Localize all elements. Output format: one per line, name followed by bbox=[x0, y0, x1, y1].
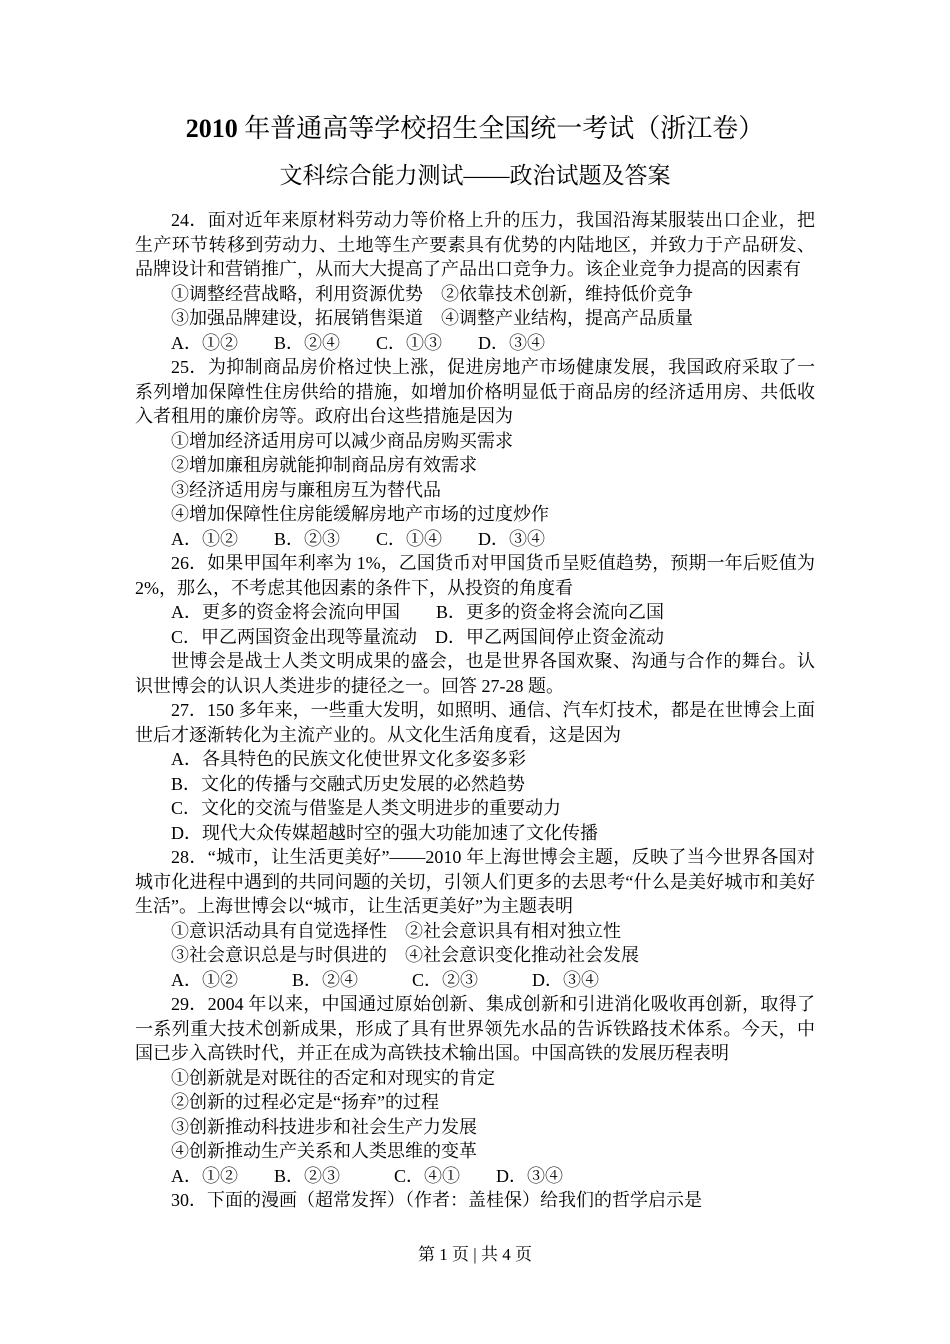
option-line: ①意识活动具有自觉选择性 ②社会意识具有相对独立性 bbox=[171, 920, 621, 941]
page-footer: 第 1 页 | 共 4 页 bbox=[418, 1245, 532, 1264]
answer-line: A．①② B．②③ C．①④ D．③④ bbox=[171, 528, 546, 549]
option-line: ②创新的过程必定是“扬弃”的过程 bbox=[171, 1092, 439, 1112]
option-line: ③社会意识总是与时俱进的 ④社会意识变化推动社会发展 bbox=[171, 945, 639, 965]
document-subtitle: 文科综合能力测试——政治试题及答案 bbox=[279, 163, 671, 188]
title-year: 2010 bbox=[185, 114, 238, 143]
question-stem: 26．如果甲国年利率为 1%，乙国货币对甲国货币呈贬值趋势，预期一年后贬值为 2%，那么，不考虑其他因素的条件下，从投资的角度看 bbox=[135, 553, 815, 598]
option-line: C．文化的交流与借鉴是人类文明进步的重要动力 bbox=[171, 798, 562, 818]
intro-paragraph: 世博会是战士人类文明成果的盛会，也是世界各国欢聚、沟通与合作的舞台。认识世博会的认识人类进步的捷径之一。回答 27-28 题。 bbox=[135, 651, 815, 696]
option-line: D．现代大众传媒超越时空的强大功能加速了文化传播 bbox=[171, 822, 598, 843]
answer-line: A．①② B．②③ C．④① D．③④ bbox=[171, 1165, 564, 1186]
question-stem: 27．150 多年来，一些重大发明，如照明、通信、汽车灯技术，都是在世博会上面世后才逐渐转化为主流产业的。从文化生活角度看，这是因为 bbox=[135, 700, 815, 745]
option-line: ③经济适用房与廉租房互为替代品 bbox=[171, 479, 441, 500]
option-line: ①增加经济适用房可以减少商品房购买需求 bbox=[171, 430, 513, 451]
question-stem: 29．2004 年以来，中国通过原始创新、集成创新和引进消化吸收再创新，取得了一系列重大技术创新成果，形成了具有世界领先水品的告诉铁路技术体系。今天，中国已步入高铁时代，并正在成为高铁技术输出国。中国高铁的发展历程表明 bbox=[135, 994, 815, 1063]
option-line: A．更多的资金将会流向甲国 B．更多的资金将会流向乙国 bbox=[171, 602, 665, 622]
answer-line: A．①② B．②④ C．①③ D．③④ bbox=[171, 332, 546, 353]
option-line: C．甲乙两国资金出现等量流动 D．甲乙两国间停止资金流动 bbox=[171, 626, 665, 647]
option-line: ③加强品牌建设，拓展销售渠道 ④调整产业结构，提高产品质量 bbox=[171, 308, 693, 328]
option-line: ②增加廉租房就能抑制商品房有效需求 bbox=[171, 455, 477, 475]
question-list bbox=[135, 208, 815, 1213]
question-stem: 28．“城市，让生活更美好”——2010 年上海世博会主题，反映了当今世界各国对城市化进程中遇到的共同问题的关切，引领人们更多的去思考“什么是美好城市和美好生活”。上海世博会以“城市，让生活更美好”为主题表明 bbox=[135, 847, 815, 916]
option-line: B．文化的传播与交融式历史发展的必然趋势 bbox=[171, 773, 526, 794]
option-line: ①创新就是对既往的否定和对现实的肯定 bbox=[171, 1067, 495, 1088]
document-title bbox=[135, 112, 815, 146]
option-line: ④创新推动生产关系和人类思维的变革 bbox=[171, 1141, 477, 1161]
title-text: 年普通高等学校招生全国统一考试（浙江卷） bbox=[237, 114, 765, 143]
option-line: ③创新推动科技进步和社会生产力发展 bbox=[171, 1116, 477, 1137]
option-line: ①调整经营战略，利用资源优势 ②依靠技术创新，维持低价竞争 bbox=[171, 283, 693, 304]
option-line: A．各具特色的民族文化使世界文化多姿多彩 bbox=[171, 749, 526, 769]
option-line: ④增加保障性住房能缓解房地产市场的过度炒作 bbox=[171, 504, 549, 524]
question-stem: 30．下面的漫画（超常发挥）（作者：盖桂保）给我们的哲学启示是 bbox=[171, 1190, 702, 1210]
question-stem: 24．面对近年来原材料劳动力等价格上升的压力，我国沿海某服装出口企业，把生产环节转移到劳动力、土地等生产要素具有优势的内陆地区，并致力于产品研发、品牌设计和营销推广，从而大大提高了产品出口竞争力。该企业竞争力提高的因素有 bbox=[135, 210, 815, 279]
answer-line: A．①② B．②④ C．②③ D．③④ bbox=[171, 969, 600, 990]
question-stem: 25．为抑制商品房价格过快上涨，促进房地产市场健康发展，我国政府采取了一系列增加保障性住房供给的措施，如增加价格明显低于商品房的经济适用房、共低收入者租用的廉价房等。政府出台这些措施是因为 bbox=[135, 357, 815, 426]
document-content bbox=[135, 112, 815, 1213]
